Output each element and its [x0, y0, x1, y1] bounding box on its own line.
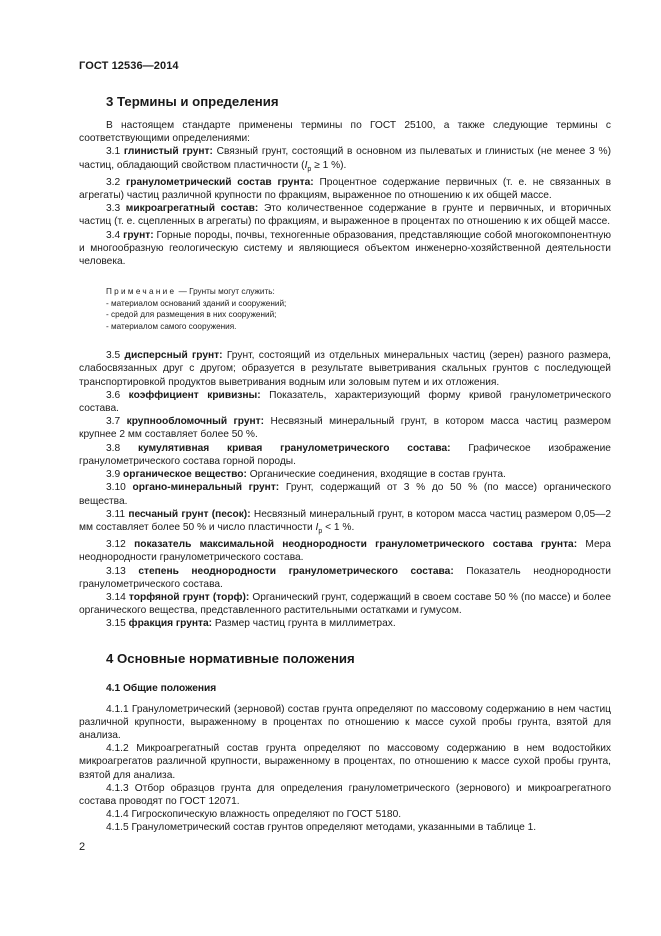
- term-3-3: 3.3 микроагрегатный состав: Это количественное содержание в грунте и первичных, и вторичных частиц (т. е. сцепленных в агрегаты) по фракциям, и выраженное в процентах по отношению к их общей массе.: [79, 203, 611, 228]
- term-3-10: 3.10 органо-минеральный грунт: Грунт, содержащий от 3 % до 50 % (по массе) органического вещества.: [79, 482, 612, 507]
- note-item: - материалом оснований зданий и сооружений;: [106, 298, 287, 308]
- term-3-9: 3.9 органическое вещество: Органические соединения, входящие в состав грунта.: [106, 469, 506, 481]
- term-3-14: 3.14 торфяной грунт (торф): Органический грунт, содержащий в своем составе 50 % (по массе) и более органического вещества, представленного растительными остатками и гумусом.: [79, 591, 611, 617]
- term-3-4: 3.4 грунт: Горные породы, почвы, техногенные образования, представляющие собой многокомпонентную и многообразную геологическую систему и являющиеся объектом инженерно-хозяйственной деятельности человека.: [79, 229, 611, 268]
- term-3-11: 3.11 песчаный грунт (песок): Несвязный минеральный грунт, в котором масса частиц размером 0,05—2 мм составляет более 50 % и число пластичности $I_p < 1$ %.: [79, 508, 611, 535]
- note-item: - средой для размещения в них сооружений;: [106, 310, 277, 320]
- term-3-1: 3.1 глинистый грунт: Связный грунт, состоящий в основном из пылеватых и глинистых (не менее 3 %) частиц, обладающий свойством пластичности ($I_p \ge 1$ %).: [79, 146, 611, 173]
- page-number: 2: [79, 841, 86, 853]
- term-3-8: 3.8 кумулятивная кривая гранулометрического состава: Графическое изображение гранулометрического состава горной породы.: [79, 442, 611, 467]
- term-3-6: 3.6 коэффициент кривизны: Показатель, характеризующий форму кривой гранулометрического состава.: [79, 389, 611, 415]
- note-heading: Примечание — Грунты могут служить:: [106, 287, 275, 297]
- subsection-4-1-title: 4.1 Общие положения: [106, 682, 217, 694]
- clause-4-1-2: 4.1.2 Микроагрегатный состав грунта определяют по массовому содержанию в нем водостойких микроагрегатов различной крупности, выраженному в процентах, по отношению к массе сухой пробы грунта, взятой для анализа.: [79, 743, 611, 781]
- clause-4-1-3: 4.1.3 Отбор образцов грунта для определения гранулометрического (зернового) и микроагрегатного состава проводят по ГОСТ 12071.: [79, 782, 611, 807]
- term-3-7: 3.7 крупнообломочный грунт: Несвязный минеральный грунт, в котором масса частиц размером крупнее 2 мм составляет более 50 %.: [79, 416, 611, 441]
- section-4-title: 4 Основные нормативные положения: [106, 650, 355, 666]
- term-3-5: 3.5 дисперсный грунт: Грунт, состоящий из отдельных минеральных частиц (зерен) разного размера, слабосвязанных друг с другом; образуется в результате выветривания скальных грунтов с последующей транспортировкой продуктов выветривания водным или золовым путем и их отложения.: [79, 350, 611, 388]
- term-3-12: 3.12 показатель максимальной неоднородности гранулометрического состава грунта: Мера неоднородности гранулометрического состава.: [79, 539, 611, 564]
- term-3-13: 3.13 степень неоднородности гранулометрического состава: Показатель неоднородности гранулометрического состава.: [79, 565, 611, 590]
- section-3-intro: В настоящем стандарте применены термины по ГОСТ 25100, а также следующие термины с соответствующими определениями:: [79, 120, 611, 145]
- clause-4-1-4: 4.1.4 Гигроскопическую влажность определяют по ГОСТ 5180.: [106, 809, 402, 821]
- section-3-title: 3 Термины и определения: [106, 94, 279, 109]
- note-block: [106, 286, 611, 332]
- term-3-2: 3.2 гранулометрический состав грунта: Процентное содержание первичных (т. е. не связанных в агрегаты) частиц различной крупности по фракциям, выраженное по отношению к их общей массе.: [79, 176, 611, 202]
- term-3-15: 3.15 фракция грунта: Размер частиц грунта в миллиметрах.: [106, 618, 396, 630]
- section-4-body: [79, 703, 611, 835]
- document-code: ГОСТ 12536—2014: [79, 60, 179, 72]
- clause-4-1-5: 4.1.5 Гранулометрический состав грунтов определяют методами, указанными в таблице 1.: [106, 822, 537, 834]
- terms-continued: [79, 349, 611, 630]
- note-item: - материалом самого сооружения.: [106, 321, 237, 331]
- clause-4-1-1: 4.1.1 Гранулометрический (зерновой) состав грунта определяют по массовому содержанию в нем частиц различной крупности, выраженному в процентах по отношению к массе сухой пробы грунта, взятой для анализа.: [79, 703, 611, 741]
